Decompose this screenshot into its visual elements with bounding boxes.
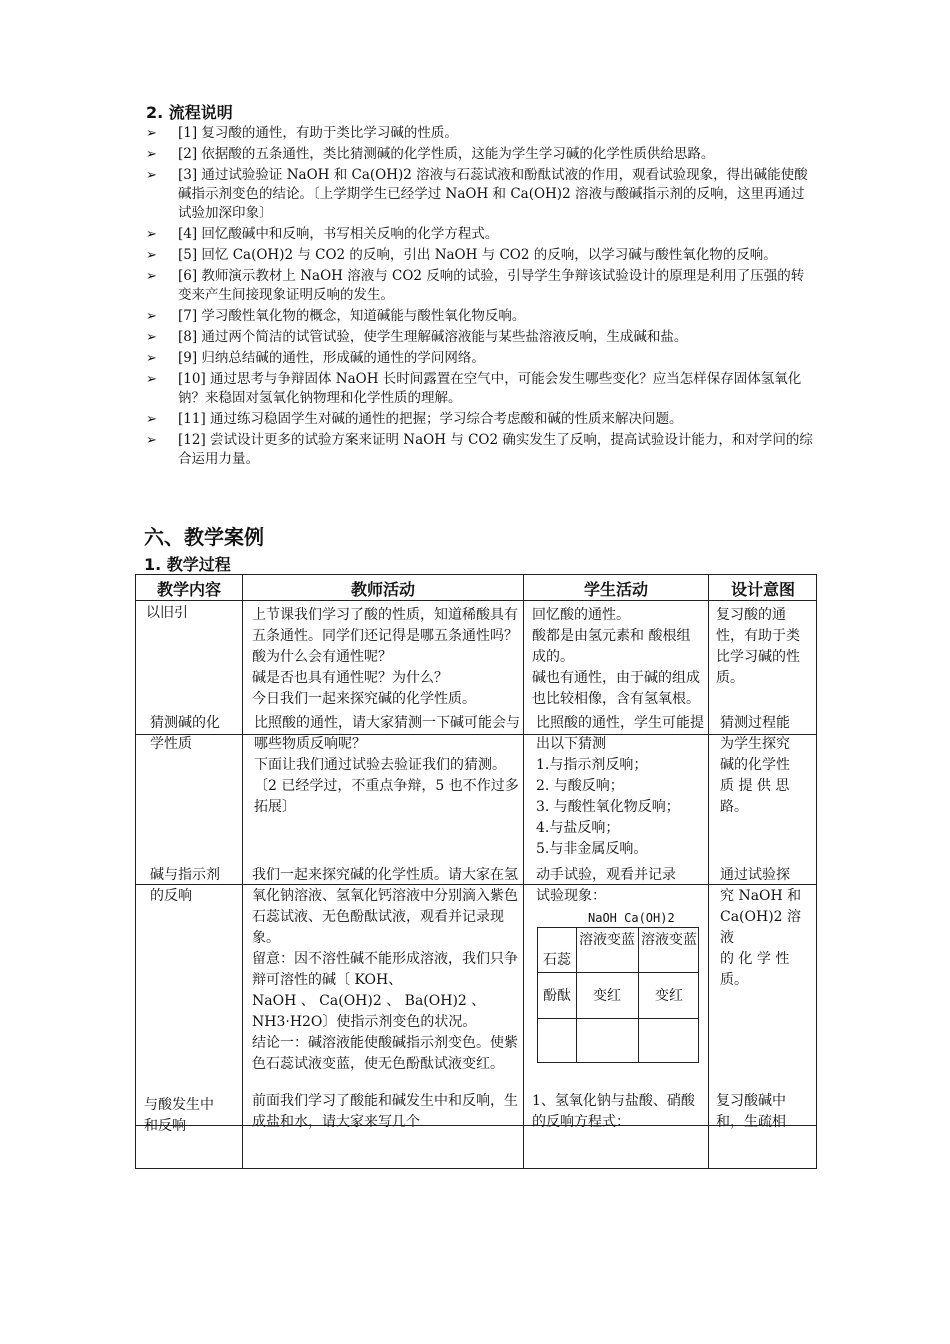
flow-item-text: [4] 回忆酸碱中和反响，书写相关反响的化学方程式。 [178, 226, 499, 242]
row3-student-line: 动手试验，观看并记录 [536, 867, 676, 883]
row2-intent [720, 713, 812, 818]
row2-intent-line: 碱的化学性 [720, 757, 790, 773]
arrow-bullet-icon: ➢ [146, 412, 157, 427]
sub-table-header: NaOH Ca(OH)2 [588, 911, 675, 925]
row2-teacher [254, 713, 520, 818]
row3-content-line: 碱与指示剂 [150, 867, 220, 883]
flow-item [146, 267, 816, 305]
naoh-result: 变红 [593, 988, 621, 1004]
row2-content [150, 713, 242, 755]
header-intent: 设计意图 [730, 580, 795, 599]
row2-student-line: 2. 与酸反响； [536, 778, 624, 794]
row3-teacher-line: 结论一：碱溶液能使酸碱指示剂变色。使紫色石蕊试液变蓝，使无色酚酞试液变红。 [252, 1035, 518, 1072]
arrow-bullet-icon: ➢ [146, 433, 157, 448]
row1-student-line: 回忆酸的通性。 [532, 607, 630, 623]
row2-student-line: 比照酸的通性，学生可能提出以下猜测 [536, 715, 704, 752]
flow-item-text: [8] 通过两个简洁的试管试验，使学生理解碱溶液能与某些盐溶液反响，生成碱和盐。 [178, 329, 688, 345]
flow-item-text: [12] 尝试设计更多的试验方案来证明 NaOH 与 CO2 确实发生了反响，提高试验设计能力，和对学问的综合运用力量。 [178, 432, 813, 467]
row2-intent-line: 路。 [720, 799, 748, 815]
row4-teacher-line: 前面我们学习了酸能和碱发生中和反响，生成盐和水，请大家来写几个 [252, 1093, 518, 1130]
arrow-bullet-icon: ➢ [146, 269, 157, 284]
row3-intent-line: 究 NaOH 和 [720, 888, 802, 904]
table-column-divider [523, 575, 524, 1168]
row1-student [532, 605, 704, 710]
table-row-divider [136, 600, 816, 601]
row1-student-line: 碱也有通性，由于碱的组成也比较相像，含有氢氧根。 [532, 670, 700, 707]
row4-content [144, 1095, 240, 1137]
row2-teacher-line: 〔2 已经学过，不重点争辩，5 也不作过多拓展〕 [254, 778, 519, 815]
row2-student-line: 4.与盐反响； [536, 820, 620, 836]
row4-intent [716, 1091, 812, 1133]
indicator-label: 酚酞 [543, 988, 571, 1004]
row1-content: 以旧引 [146, 605, 188, 621]
row4-content-line: 和反响 [144, 1118, 186, 1134]
row2-student-line: 1.与指示剂反响； [536, 757, 648, 773]
naoh-result: 溶液变蓝 [579, 932, 635, 948]
arrow-bullet-icon: ➢ [146, 309, 157, 324]
row2-content-line: 猜测碱的化 [150, 715, 220, 731]
row3-student-line: 试验现象： [536, 888, 606, 904]
row3-teacher-line: 我们一起来探究碱的化学性质。请大家在氢氧化钠溶液、氢氧化钙溶液中分别滴入紫色石蕊试液、无色酚酞试液，观看并记录现象。 [252, 867, 518, 946]
row3-intent-line: 通过试验探 [720, 867, 790, 883]
row3-content [150, 865, 242, 907]
row2-intent-line: 猜测过程能 [720, 715, 790, 731]
row4-teacher [252, 1091, 518, 1133]
arrow-bullet-icon: ➢ [146, 330, 157, 345]
flow-item [146, 410, 816, 429]
flow-title: 2. 流程说明 [146, 103, 233, 122]
arrow-bullet-icon: ➢ [146, 227, 157, 242]
row3-intent [720, 865, 814, 991]
flow-item-text: [6] 教师演示教材上 NaOH 溶液与 CO2 反响的试验，引导学生争辩该试验设计的原理是利用了压强的转变来产生间接现象证明反响的发生。 [178, 268, 805, 303]
flow-item-text: [11] 通过练习稳固学生对碱的通性的把握；学习综合考虑酸和碱的性质来解决问题。 [178, 411, 683, 427]
row2-content-line: 学性质 [150, 736, 192, 752]
teaching-process-table [135, 574, 817, 1169]
flow-item [146, 328, 816, 347]
flow-item [146, 246, 816, 265]
indicator-label: 石蕊 [543, 952, 571, 968]
caoh-result: 溶液变蓝 [641, 932, 697, 948]
table-column-divider [708, 575, 709, 1168]
row3-content-line: 的反响 [150, 888, 192, 904]
section-title: 六、教学案例 [144, 525, 264, 549]
row2-student [536, 713, 706, 860]
row1-teacher-line: 今日我们一起来探究碱的化学性质。 [252, 691, 476, 707]
row3-intent-line: 的 化 学 性 [720, 951, 790, 967]
arrow-bullet-icon: ➢ [146, 248, 157, 263]
arrow-bullet-icon: ➢ [146, 351, 157, 366]
row4-student-line: 1、氢氧化钠与盐酸、硝酸的反响方程式： [532, 1093, 695, 1130]
arrow-bullet-icon: ➢ [146, 126, 157, 141]
flow-item-text: [5] 回忆 Ca(OH)2 与 CO2 的反响，引出 NaOH 与 CO2 的反响，以学习碱与酸性氧化物的反响。 [178, 247, 777, 263]
row4-intent-line: 和，生疏相 [716, 1114, 786, 1130]
row1-teacher-line: 上节课我们学习了酸的性质，知道稀酸具有五条通性。同学们还记得是哪五条通性吗？ [252, 607, 518, 644]
row3-intent-line: Ca(OH)2 溶液 [720, 909, 802, 946]
header-student: 学生活动 [583, 580, 648, 599]
row3-teacher-line: 留意：因不溶性碱不能形成溶液，我们只争辩可溶性的碱〔 KOH、 [252, 951, 518, 988]
flow-item [146, 145, 816, 164]
row2-student-line: 5.与非金属反响。 [536, 841, 648, 857]
flow-item-text: [9] 归纳总结碱的通性，形成碱的通性的学问网络。 [178, 350, 485, 366]
row3-teacher-line: NH3·H2O〕使指示剂变色的状况。 [252, 1014, 477, 1030]
flow-item-text: [7] 学习酸性氧化物的概念，知道碱能与酸性氧化物反响。 [178, 308, 526, 324]
row2-student-line: 3. 与酸性氧化物反响； [536, 799, 680, 815]
process-title: 1. 教学过程 [144, 555, 231, 574]
flow-item-text: [10] 通过思考与争辩固体 NaOH 长时间露置在空气中，可能会发生哪些变化？应当怎样保存固体氢氧化钠？来稳固对氢氧化钠物理和化学性质的理解。 [178, 371, 802, 406]
flow-item [146, 431, 816, 469]
row1-teacher [252, 605, 518, 710]
row2-intent-line: 为学生探究 [720, 736, 790, 752]
flow-item [146, 370, 816, 408]
flow-item [146, 124, 816, 143]
flow-item-text: [1] 复习酸的通性，有助于类比学习碱的性质。 [178, 125, 458, 141]
row1-teacher-line: 碱是否也具有通性呢？为什么？ [252, 670, 448, 686]
row3-student [536, 865, 706, 907]
flow-item [146, 225, 816, 244]
row1-teacher-line: 酸为什么会有通性呢？ [252, 649, 392, 665]
header-teacher: 教师活动 [350, 580, 415, 599]
row1-intent: 复习酸的通性，有助于类比学习碱的性质。 [716, 607, 800, 686]
flow-item [146, 166, 816, 223]
header-content: 教学内容 [156, 580, 221, 599]
row3-intent-line: 质。 [720, 972, 748, 988]
row3-teacher [252, 865, 518, 1075]
row4-content-line: 与酸发生中 [144, 1097, 214, 1113]
flow-item-text: [2] 依据酸的五条通性，类比猜测碱的化学性质，这能为学生学习碱的化学性质供给思路。 [178, 146, 715, 162]
row2-teacher-line: 下面让我们通过试验去验证我们的猜测。 [254, 757, 506, 773]
arrow-bullet-icon: ➢ [146, 147, 157, 162]
caoh-result: 变红 [655, 988, 683, 1004]
indicator-result-table [537, 927, 699, 1063]
row2-intent-line: 质 提 供 思 [720, 778, 790, 794]
arrow-bullet-icon: ➢ [146, 372, 157, 387]
row4-student [532, 1091, 704, 1133]
flow-item [146, 349, 816, 368]
row2-teacher-line: 比照酸的通性，请大家猜测一下碱可能会与哪些物质反响呢？ [254, 715, 520, 752]
table-column-divider [242, 575, 243, 1168]
arrow-bullet-icon: ➢ [146, 168, 157, 183]
row3-teacher-line: NaOH 、 Ca(OH)2 、 Ba(OH)2 、 [252, 993, 486, 1009]
flow-item-text: [3] 通过试验验证 NaOH 和 Ca(OH)2 溶液与石蕊试液和酚酞试液的作用，观看试验现象，得出碱能使酸碱指示剂变色的结论。〔上学期学生已经学过 NaOH 和 Ca(OH)2 溶液与酸碱指示剂的反响，这里再通过试验加深印象〕 [178, 167, 808, 221]
flow-list [146, 124, 816, 471]
row1-student-line: 酸都是由氢元素和 酸根组成的。 [532, 628, 691, 665]
flow-item [146, 307, 816, 326]
row4-intent-line: 复习酸碱中 [716, 1093, 786, 1109]
